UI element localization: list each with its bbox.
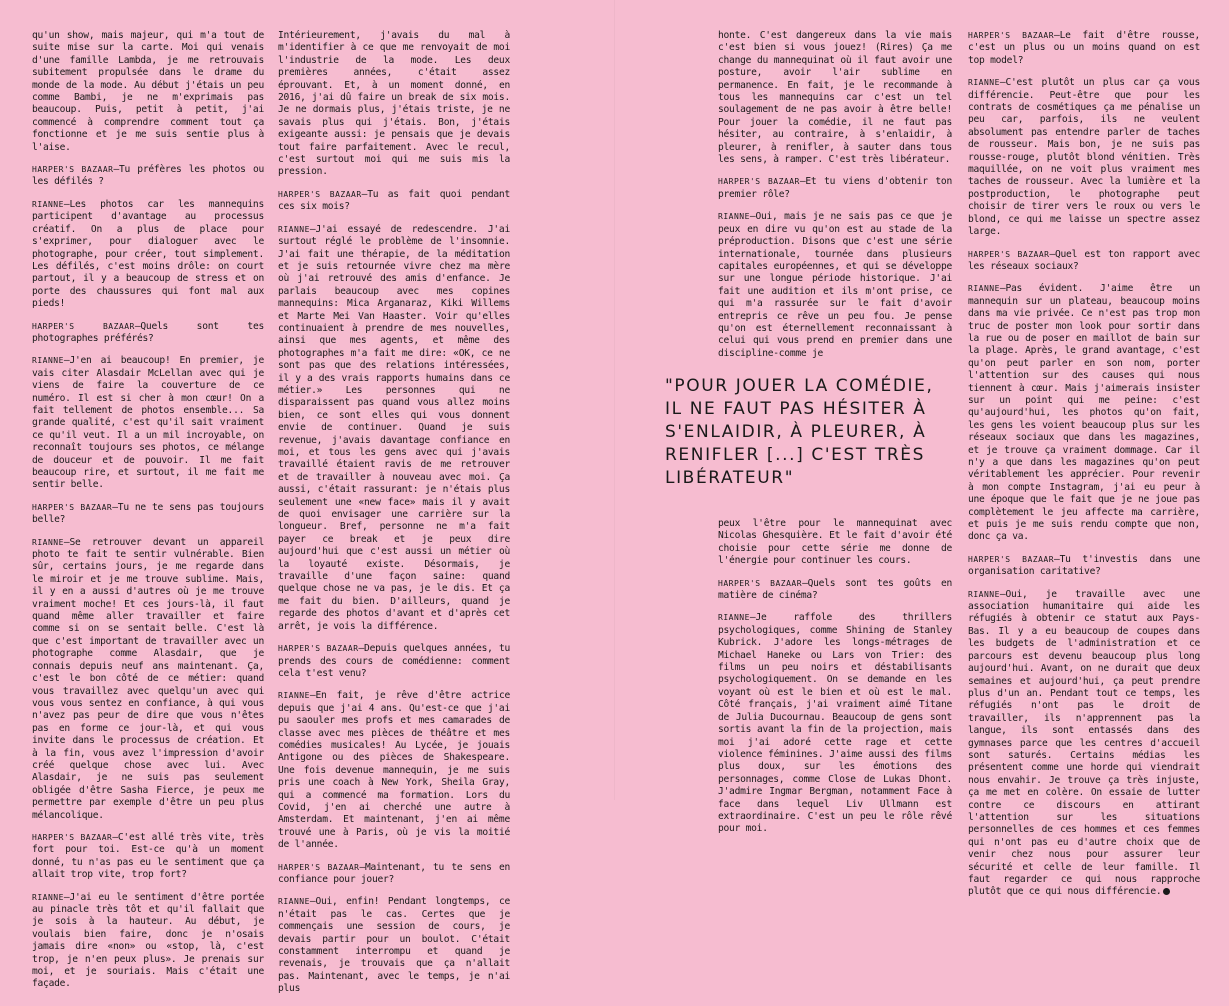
paragraph-text: Pas évident. J'aime être un mannequin sur un plateau, beaucoup moins dans ma vie privée. Ce n'est pas trop mon truc de poster mon look pour sortir dans la rue ou de poser en maillot de bain sur la plage. Après, le grand avantage, c'est qu'on peut parler en son nom, porter l'attention sur des causes qui nous tiennent à cœur. Mais j'aimerais insister sur un point qui me peine: c'est qu'aujourd'hui, les photos qu'on fait, les gens les voient beaucoup plus sur les réseaux sociaux que dans les magazines, et je trouve ça vraiment dommage. Car il n'y a que dans les magazines qu'on peut véritablement les apprécier. Pour revenir à mon compte Instagram, j'ai eu peur à une époque que le fait que je ne joue pas complètement le jeu affecte ma carrière, et puis je me suis rendu compte que non, donc ça va.	[968, 283, 1200, 543]
paragraph-text: Oui, mais je ne sais pas ce que je peux en dire vu qu'on est au stade de la préproduction. Disons que c'est une série internationale, tournée dans plusieurs capitales européennes, et qui se développe sur une longue période historique. J'ai fait une audition et ils m'ont prise, ce qui m'a rassurée sur le fait d'avoir entrepris ce rêve un peu fou. Je pense qu'on est éternellement reconnaissant à celui qui vous prend en premier dans une discipline-comme je	[718, 211, 952, 359]
interviewer-label: HARPER'S BAZAAR	[278, 644, 359, 654]
interviewee-label: RIANNE	[278, 224, 310, 234]
paragraph-text: peux l'être pour le mannequinat avec Nicolas Ghesquière. Et le fait d'avoir été choisie pour cette série me donne de l'énergie pour continuer les cours.	[718, 518, 952, 567]
interviewer-label: HARPER'S BAZAAR	[718, 578, 803, 588]
paragraph-text: Les photos car les mannequins participent d'avantage au processus créatif. On a plus de place pour s'exprimer, pour dialoguer avec le photographe, pour créer, tout simplement. Les défilés, c'est moins drôle: on court partout, il y a beaucoup de stress et on porte des chaussures qui font mal aux pieds!	[32, 198, 264, 310]
paragraph-text: Tu préfères les photos ou les défilés ?	[32, 164, 264, 188]
question-paragraph: HARPER'S BAZAAR—Maintenant, tu te sens en confiance pour jouer?	[278, 861, 510, 885]
column-3	[718, 30, 952, 370]
body-paragraph	[718, 30, 952, 166]
interviewer-label: HARPER'S BAZAAR	[32, 502, 113, 512]
question-paragraph: HARPER'S BAZAAR—C'est allé très vite, très fort pour toi. Est-ce qu'à un moment donné, tu n'as pas eu le sentiment que ça allait trop vite, trop fort?	[32, 831, 264, 881]
end-of-article-icon	[1163, 888, 1170, 895]
interviewer-label: HARPER'S BAZAAR	[718, 177, 800, 187]
question-paragraph: HARPER'S BAZAAR—Et tu viens d'obtenir ton premier rôle?	[718, 176, 952, 200]
interviewer-label: HARPER'S BAZAAR	[278, 189, 362, 199]
question-paragraph: HARPER'S BAZAAR—Le fait d'être rousse, c'est un plus ou un moins quand on est top model?	[968, 30, 1200, 66]
interviewee-label: RIANNE	[32, 199, 64, 209]
interviewer-label: HARPER'S BAZAAR	[968, 249, 1050, 259]
question-paragraph: HARPER'S BAZAAR—Quels sont tes goûts en matière de cinéma?	[718, 577, 952, 602]
paragraph-text: C'est plutôt un plus car ça vous différencie. Peut-être que pour les contrats de cosmétiques ça me pénalise un peu car, parfois, ils ne veulent absolument pas entendre parler de taches de rousseur. Mais bon, je ne suis pas rousse-rouge, plutôt blond vénitien. Très maquillée, on ne voit plus vraiment mes taches de rousseur. Avec la lumière et la postproduction, le photographe peut choisir de tirer vers le roux ou vers le blond, ce qui me laisse un spectre assez large.	[968, 77, 1200, 238]
paragraph-text: En fait, je rêve d'être actrice depuis que j'ai 4 ans. Qu'est-ce que j'ai pu saouler mes profs et mes camarades de classe avec mes pièces de théâtre et mes comédies musicales! Au Lycée, je jouais Antigone ou des pièces de Shakespeare. Une fois devenue mannequin, je me suis pris une coach à New York, Sheila Gray, qui a commencé ma formation. Lors du Covid, j'en ai cherché une autre à Amsterdam. Et maintenant, j'en ai même trouvé une à Paris, où je vis la moitié de l'année.	[278, 690, 510, 851]
question-paragraph: HARPER'S BAZAAR—Quel est ton rapport avec les réseaux sociaux?	[968, 248, 1200, 272]
paragraph-text: J'ai essayé de redescendre. J'ai surtout réglé le problème de l'insomnie. J'ai fait une thérapie, de la méditation et je suis retournée vivre chez ma mère où j'ai retrouvé des amis d'enfance. Je parlais beaucoup avec mes copines mannequins: Mica Arganaraz, Kiki Willems et Marte Mei Van Haaster. Voir qu'elles continuaient à prendre de mes nouvelles, ainsi que mes agents, et même des photographes m'a fait me dire: «OK, ce ne sont pas que des relations intéressées, il y a des vrais rapports humains dans ce métier.» Les personnes qui ne disparaissent pas quand vous allez moins bien, ce sont elles qui vous donnent envie de continuer. Quand je suis revenue, j'avais davantage confiance en moi, et tous les gens avec qui j'avais travaillé étaient ravis de me retrouver et de travailler à nouveau avec moi. Ça aussi, c'était rassurant: je n'étais plus seulement une «new face» mais il y avait de quoi envisager une carrière sur la longueur. Bref, personne ne m'a fait payer ce break et je peux dire aujourd'hui que c'est aussi un métier où la loyauté existe. Désormais, je travaille d'une façon saine: quand quelque chose ne va pas, je le dis. Et ça me fait du bien. D'ailleurs, quand je regarde des photos d'avant et d'après cet arrêt, je vois la différence.	[278, 223, 510, 632]
interviewer-label: HARPER'S BAZAAR	[32, 321, 135, 331]
paragraph-text: C'est allé très vite, très fort pour toi. Est-ce qu'à un moment donné, tu n'as pas eu le sentiment que ça allait trop vite, trop fort?	[32, 831, 264, 881]
pull-quote: "POUR JOUER LA COMÉDIE, IL NE FAUT PAS HÉSITER À S'ENLAIDIR, À PLEURER, À RENIFLER [...] C'EST TRÈS LIBÉRATEUR"	[665, 376, 934, 488]
answer-paragraph: RIANNE—Pas évident. J'aime être un mannequin sur un plateau, beaucoup moins dans ma vie privée. Ce n'est pas trop mon truc de poster mon look pour sortir dans la rue ou de poser en maillot de bain sur la plage. Après, le grand avantage, c'est qu'on peut parler en son nom, porter l'attention sur des causes qui nous tiennent à cœur. Mais j'aimerais insister sur un point qui me peine: c'est qu'aujourd'hui, les photos qu'on fait, les gens les voient beaucoup plus sur les réseaux sociaux que dans les magazines, et je trouve ça vraiment dommage. Car il n'y a que dans les magazines qu'on peut véritablement les apprécier. Pour revenir à mon compte Instagram, j'ai eu peur à une époque que le fait que je ne joue pas complètement le jeu affecte ma carrière, et puis je me suis rendu compte que non, donc ça va.	[968, 283, 1200, 543]
interviewee-label: RIANNE	[278, 897, 310, 907]
answer-paragraph: RIANNE—J'en ai beaucoup! En premier, je vais citer Alasdair McLellan avec qui je viens de faire la couverture de ce numéro. Il est si cher à mon cœur! On a fait tellement de photos ensemble... Sa grande qualité, c'est qu'il sait vraiment ce qu'il veut. Il a un mil incroyable, on reconnaît toujours ses photos, ce mélange de douceur et de pouvoir. Il me fait beaucoup rire, et surtout, il me fait me sentir belle.	[32, 355, 264, 491]
question-paragraph: HARPER'S BAZAAR—Quels sont tes photographes préférés?	[32, 320, 264, 344]
answer-paragraph: RIANNE—Oui, enfin! Pendant longtemps, ce n'était pas le cas. Certes que je commençais une session de cours, je devais partir pour un boulot. C'était constamment interrompu et quand je revenais, je trouvais que ça n'allait pas. Maintenant, avec le temps, je n'ai plus	[278, 896, 510, 995]
interviewee-label: RIANNE	[968, 284, 1000, 294]
column-2	[278, 30, 510, 1006]
interviewer-label: HARPER'S BAZAAR	[968, 31, 1055, 40]
body-paragraph	[32, 30, 264, 154]
interviewee-label: RIANNE	[718, 212, 750, 222]
answer-paragraph: RIANNE—C'est plutôt un plus car ça vous différencie. Peut-être que pour les contrats de cosmétiques ça me pénalise un peu car, parfois, ils ne veulent absolument pas entendre parler de taches de rousseur. Mais bon, je ne suis pas rousse-rouge, plutôt blond vénitien. Très maquillée, on ne voit plus vraiment mes taches de rousseur. Avec la lumière et la postproduction, le photographe peut choisir de tirer vers le roux ou vers le blond, ce qui me laisse un spectre assez large.	[968, 77, 1200, 238]
answer-paragraph: RIANNE—J'ai eu le sentiment d'être portée au pinacle très tôt et qu'il fallait que je sois à la hauteur. Au début, je voulais bien faire, donc je n'osais jamais dire «non» ou «stop, là, c'est trop, je n'en peux plus». Je prenais sur moi, et je souriais. Mais c'était une façade.	[32, 891, 264, 990]
interviewer-label: HARPER'S BAZAAR	[968, 554, 1055, 564]
interviewee-label: RIANNE	[32, 537, 64, 547]
answer-paragraph: RIANNE—Oui, je travaille avec une association humanitaire qui aide les réfugiés à obtenir ce statut aux Pays-Bas. Il y a eu beaucoup de coupes dans les budgets de l'administration et ce parcours est devenu beaucoup plus long aujourd'hui. Avant, on ne durait que deux semaines et aujourd'hui, ça peut prendre plus d'un an. Pendant tout ce temps, les réfugiés n'ont pas le droit de travailler, ils n'apprennent pas la langue, ils sont entassés dans des gymnases parce que les centres d'accueil sont saturés. Certains médias les présentent comme une horde qui viendrait nous envahir. Je trouve ça très injuste, ça me met en colère. On essaie de lutter contre ce discours en attirant l'attention sur les situations personnelles de ces hommes et ces femmes qui n'ont pas eu d'autre choix que de venir chez nous pour assurer leur sécurité et celle de leur famille. Il faut regarder ce qui nous rapproche plutôt que ce qui nous différencie.	[968, 588, 1200, 898]
paragraph-text: Depuis quelques années, tu prends des cours de comédienne: comment cela t'est venu?	[278, 643, 510, 679]
paragraph-text: Maintenant, tu te sens en confiance pour jouer?	[278, 861, 510, 885]
interviewee-label: RIANNE	[968, 78, 1000, 88]
interviewer-label: HARPER'S BAZAAR	[32, 832, 113, 842]
paragraph-text: qu'un show, mais majeur, qui m'a tout de suite mise sur la carte. Moi qui venais d'une famille Lambda, je me retrouvais subitement propulsée dans le drame du monde de la mode. Au début j'étais un peu comme Bambi, je ne m'exprimais pas beaucoup. Puis, petit à petit, j'ai commencé à comprendre comment tout ça fonctionne et je me suis sentie plus à l'aise.	[32, 30, 264, 153]
answer-paragraph: RIANNE—Oui, mais je ne sais pas ce que je peux en dire vu qu'on est au stade de la préproduction. Disons que c'est une série internationale, tournée dans plusieurs capitales européennes, et qui se développe sur une longue période historique. J'ai fait une audition et ils m'ont prise, ce qui m'a rassurée sur le fait d'avoir entrepris ce rêve un peu fou. Je pense qu'on est éternellement reconnaissant à celui qui vous prend en premier dans une discipline-comme je	[718, 211, 952, 359]
answer-paragraph: RIANNE—J'ai essayé de redescendre. J'ai surtout réglé le problème de l'insomnie. J'ai fait une thérapie, de la méditation et je suis retournée vivre chez ma mère où j'ai retrouvé des amis d'enfance. Je parlais beaucoup avec mes copines mannequins: Mica Arganaraz, Kiki Willems et Marte Mei Van Haaster. Voir qu'elles continuaient à prendre de mes nouvelles, ainsi que mes agents, et même des photographes m'a fait me dire: «OK, ce ne sont pas que des relations intéressées, il y a des vrais rapports humains dans ce métier.» Les personnes qui ne disparaissent pas quand vous allez moins bien, ce sont elles qui vous donnent envie de continuer. Quand je suis revenue, j'avais davantage confiance en moi, et tous les gens avec qui j'avais travaillé étaient ravis de me retrouver et de travailler à nouveau avec moi. Ça aussi, c'était rassurant: je n'étais plus seulement une «new face» mais il y avait de quoi envisager une carrière sur la longueur. Bref, personne ne m'a fait payer ce break et je peux dire aujourd'hui que c'est aussi un métier où la loyauté existe. Désormais, je travaille d'une façon saine: quand quelque chose ne va pas, je le dis. Et ça me fait du bien. D'ailleurs, quand je regarde des photos d'avant et d'après cet arrêt, je vois la différence.	[278, 223, 510, 632]
interviewee-label: RIANNE	[718, 613, 750, 623]
column-1	[32, 30, 264, 1001]
paragraph-text: Se retrouver devant un appareil photo te fait te sentir vulnérable. Bien sûr, certains jours, je me regarde dans le miroir et je me trouve sublime. Mais, il y en a aussi d'autres où je me trouve vraiment moche! Et ces jours-là, il faut quand même aller travailler et faire comme si on se sentait belle. C'est là que c'est important de travailler avec un photographe comme Alasdair, que je connais depuis neuf ans maintenant. Ça, c'est le bon côté de ce métier: quand vous travaillez avec quelqu'un avec qui vous vous sentez en confiance, à qui vous n'avez pas peur de dire que vous n'êtes pas en forme ce jour-là, et qui vous invite dans le processus de création. Et à la fin, vous avez l'impression d'avoir créé quelque chose avec lui. Avec Alasdair, je ne suis pas seulement obligée d'être Sasha Fierce, je peux me permettre par exemple d'être un peu plus mélancolique.	[32, 536, 264, 821]
body-paragraph	[718, 518, 952, 568]
interviewee-label: RIANNE	[32, 356, 64, 366]
paragraph-text: honte. C'est dangereux dans la vie mais c'est bien si vous jouez! (Rires) Ça me change du mannequinat où il faut avoir une posture, avoir l'air sublime en permanence. En fait, je le recommande à tous les mannequins car c'est un tel soulagement de ne pas avoir à être belle! Pour jouer la comédie, il ne faut pas hésiter, au contraire, à s'enlaidir, à pleurer, à renifler, à sauter dans tous les sens, à ramper. C'est très libérateur.	[718, 30, 952, 166]
question-paragraph: HARPER'S BAZAAR—Tu as fait quoi pendant ces six mois?	[278, 188, 510, 213]
question-paragraph: HARPER'S BAZAAR—Tu préfères les photos ou les défilés ?	[32, 164, 264, 188]
column-4	[968, 30, 1200, 909]
paragraph-text: Et tu viens d'obtenir ton premier rôle?	[718, 176, 952, 200]
body-paragraph	[278, 30, 510, 179]
paragraph-text: Oui, enfin! Pendant longtemps, ce n'était pas le cas. Certes que je commençais une session de cours, je devais partir pour un boulot. C'était constamment interrompu et quand je revenais, je trouvais que ça n'allait pas. Maintenant, avec le temps, je n'ai plus	[278, 896, 510, 995]
paragraph-text: Tu t'investis dans une organisation caritative?	[968, 553, 1200, 578]
page-gutter	[614, 0, 615, 800]
paragraph-text: Quels sont tes photographes préférés?	[32, 320, 264, 344]
paragraph-text: Oui, je travaille avec une association humanitaire qui aide les réfugiés à obtenir ce statut aux Pays-Bas. Il y a eu beaucoup de coupes dans les budgets de l'administration et ce parcours est devenu beaucoup plus long aujourd'hui. Avant, on ne durait que deux semaines et aujourd'hui, ça peut prendre plus d'un an. Pendant tout ce temps, les réfugiés n'ont pas le droit de travailler, ils n'apprennent pas la langue, ils sont entassés dans des gymnases parce que les centres d'accueil sont saturés. Certains médias les présentent comme une horde qui viendrait nous envahir. Je trouve ça très injuste, ça me met en colère. On essaie de lutter contre ce discours en attirant l'attention sur les situations personnelles de ces hommes et ces femmes qui n'ont pas eu d'autre choix que de venir chez nous pour assurer leur sécurité et celle de leur famille. Il faut regarder ce qui nous rapproche plutôt que ce qui nous différencie.	[968, 588, 1200, 898]
paragraph-text: Tu as fait quoi pendant ces six mois?	[278, 188, 510, 213]
interviewee-label: RIANNE	[278, 691, 310, 701]
answer-paragraph: RIANNE—Se retrouver devant un appareil photo te fait te sentir vulnérable. Bien sûr, certains jours, je me regarde dans le miroir et je me trouve sublime. Mais, il y en a aussi d'autres où je me trouve vraiment moche! Et ces jours-là, il faut quand même aller travailler et faire comme si on se sentait belle. C'est là que c'est important de travailler avec un photographe comme Alasdair, que je connais depuis neuf ans maintenant. Ça, c'est le bon côté de ce métier: quand vous travaillez avec quelqu'un avec qui vous vous sentez en confiance, à qui vous n'avez pas peur de dire que vous n'êtes pas en forme ce jour-là, et qui vous invite dans le processus de création. Et à la fin, vous avez l'impression d'avoir créé quelque chose avec lui. Avec Alasdair, je ne suis pas seulement obligée d'être Sasha Fierce, je peux me permettre par exemple d'être un peu plus mélancolique.	[32, 536, 264, 821]
interviewer-label: HARPER'S BAZAAR	[278, 862, 360, 872]
question-paragraph: HARPER'S BAZAAR—Tu t'investis dans une organisation caritative?	[968, 553, 1200, 578]
interviewee-label: RIANNE	[32, 892, 64, 902]
question-paragraph: HARPER'S BAZAAR—Tu ne te sens pas toujours belle?	[32, 501, 264, 526]
answer-paragraph: RIANNE—Les photos car les mannequins participent d'avantage au processus créatif. On a plus de place pour s'exprimer, pour dialoguer avec le photographe, pour créer, tout simplement. Les défilés, c'est moins drôle: on court partout, il y a beaucoup de stress et on porte des chaussures qui font mal aux pieds!	[32, 198, 264, 310]
answer-paragraph: RIANNE—En fait, je rêve d'être actrice depuis que j'ai 4 ans. Qu'est-ce que j'ai pu saouler mes profs et mes camarades de classe avec mes pièces de théâtre et mes comédies musicales! Au Lycée, je jouais Antigone ou des pièces de Shakespeare. Une fois devenue mannequin, je me suis pris une coach à New York, Sheila Gray, qui a commencé ma formation. Lors du Covid, j'en ai cherché une autre à Amsterdam. Et maintenant, j'en ai même trouvé une à Paris, où je vis la moitié de l'année.	[278, 690, 510, 851]
paragraph-text: J'ai eu le sentiment d'être portée au pinacle très tôt et qu'il fallait que je sois à la hauteur. Au début, je voulais bien faire, donc je n'osais jamais dire «non» ou «stop, là, c'est trop, je n'en peux plus». Je prenais sur moi, et je souriais. Mais c'était une façade.	[32, 891, 264, 990]
paragraph-text: J'en ai beaucoup! En premier, je vais citer Alasdair McLellan avec qui je viens de faire la couverture de ce numéro. Il est si cher à mon cœur! On a fait tellement de photos ensemble... Sa grande qualité, c'est qu'il sait vraiment ce qu'il veut. Il a un mil incroyable, on reconnaît toujours ses photos, ce mélange de douceur et de pouvoir. Il me fait beaucoup rire, et surtout, il me fait me sentir belle.	[32, 355, 264, 491]
paragraph-text: Quels sont tes goûts en matière de cinéma?	[718, 577, 952, 602]
paragraph-text: Je raffole des thrillers psychologiques, comme Shining de Stanley Kubrick. J'adore les longs-métrages de Michael Haneke ou Lars von Trier: des films un peu noirs et déstabilisants psychologiquement. On se demande en les voyant où est le bien et où est le mal. Côté français, j'ai vraiment aimé Titane de Julia Ducournau. Beaucoup de gens sont sortis avant la fin de la projection, mais moi j'ai adoré cette rage et cette violence féminines. J'aime aussi des films plus doux, sur les émotions des personnages, comme Close de Lukas Dhont. J'admire Ingmar Bergman, notamment Face à face dans lequel Liv Ullmann est extraordinaire. C'est un peu le rôle rêvé pour moi.	[718, 612, 952, 835]
question-paragraph: HARPER'S BAZAAR—Depuis quelques années, tu prends des cours de comédienne: comment cela t'est venu?	[278, 643, 510, 679]
paragraph-text: Le fait d'être rousse, c'est un plus ou un moins quand on est top model?	[968, 30, 1200, 66]
paragraph-text: Intérieurement, j'avais du mal à m'identifier à ce que me renvoyait de moi l'industrie de la mode. Les deux premières années, c'était assez éprouvant. Et, à un moment donné, en 2016, j'ai dû faire un break de six mois. Je ne dormais plus, j'étais triste, je ne savais plus qui j'étais. Bon, j'étais exigeante aussi: je pensais que je devais tout faire parfaitement. Avec le recul, c'est surtout moi qui me suis mis la pression.	[278, 30, 510, 178]
paragraph-text: Quel est ton rapport avec les réseaux sociaux?	[968, 248, 1200, 272]
answer-paragraph: RIANNE—Je raffole des thrillers psychologiques, comme Shining de Stanley Kubrick. J'adore les longs-métrages de Michael Haneke ou Lars von Trier: des films un peu noirs et déstabilisants psychologiquement. On se demande en les voyant où est le bien et où est le mal. Côté français, j'ai vraiment aimé Titane de Julia Ducournau. Beaucoup de gens sont sortis avant la fin de la projection, mais moi j'ai adoré cette rage et cette violence féminines. J'aime aussi des films plus doux, sur les émotions des personnages, comme Close de Lukas Dhont. J'admire Ingmar Bergman, notamment Face à face dans lequel Liv Ullmann est extraordinaire. C'est un peu le rôle rêvé pour moi.	[718, 612, 952, 835]
column-3-continued	[718, 518, 952, 846]
paragraph-text: Tu ne te sens pas toujours belle?	[32, 501, 264, 526]
interviewer-label: HARPER'S BAZAAR	[32, 165, 114, 175]
interviewee-label: RIANNE	[968, 589, 1000, 599]
